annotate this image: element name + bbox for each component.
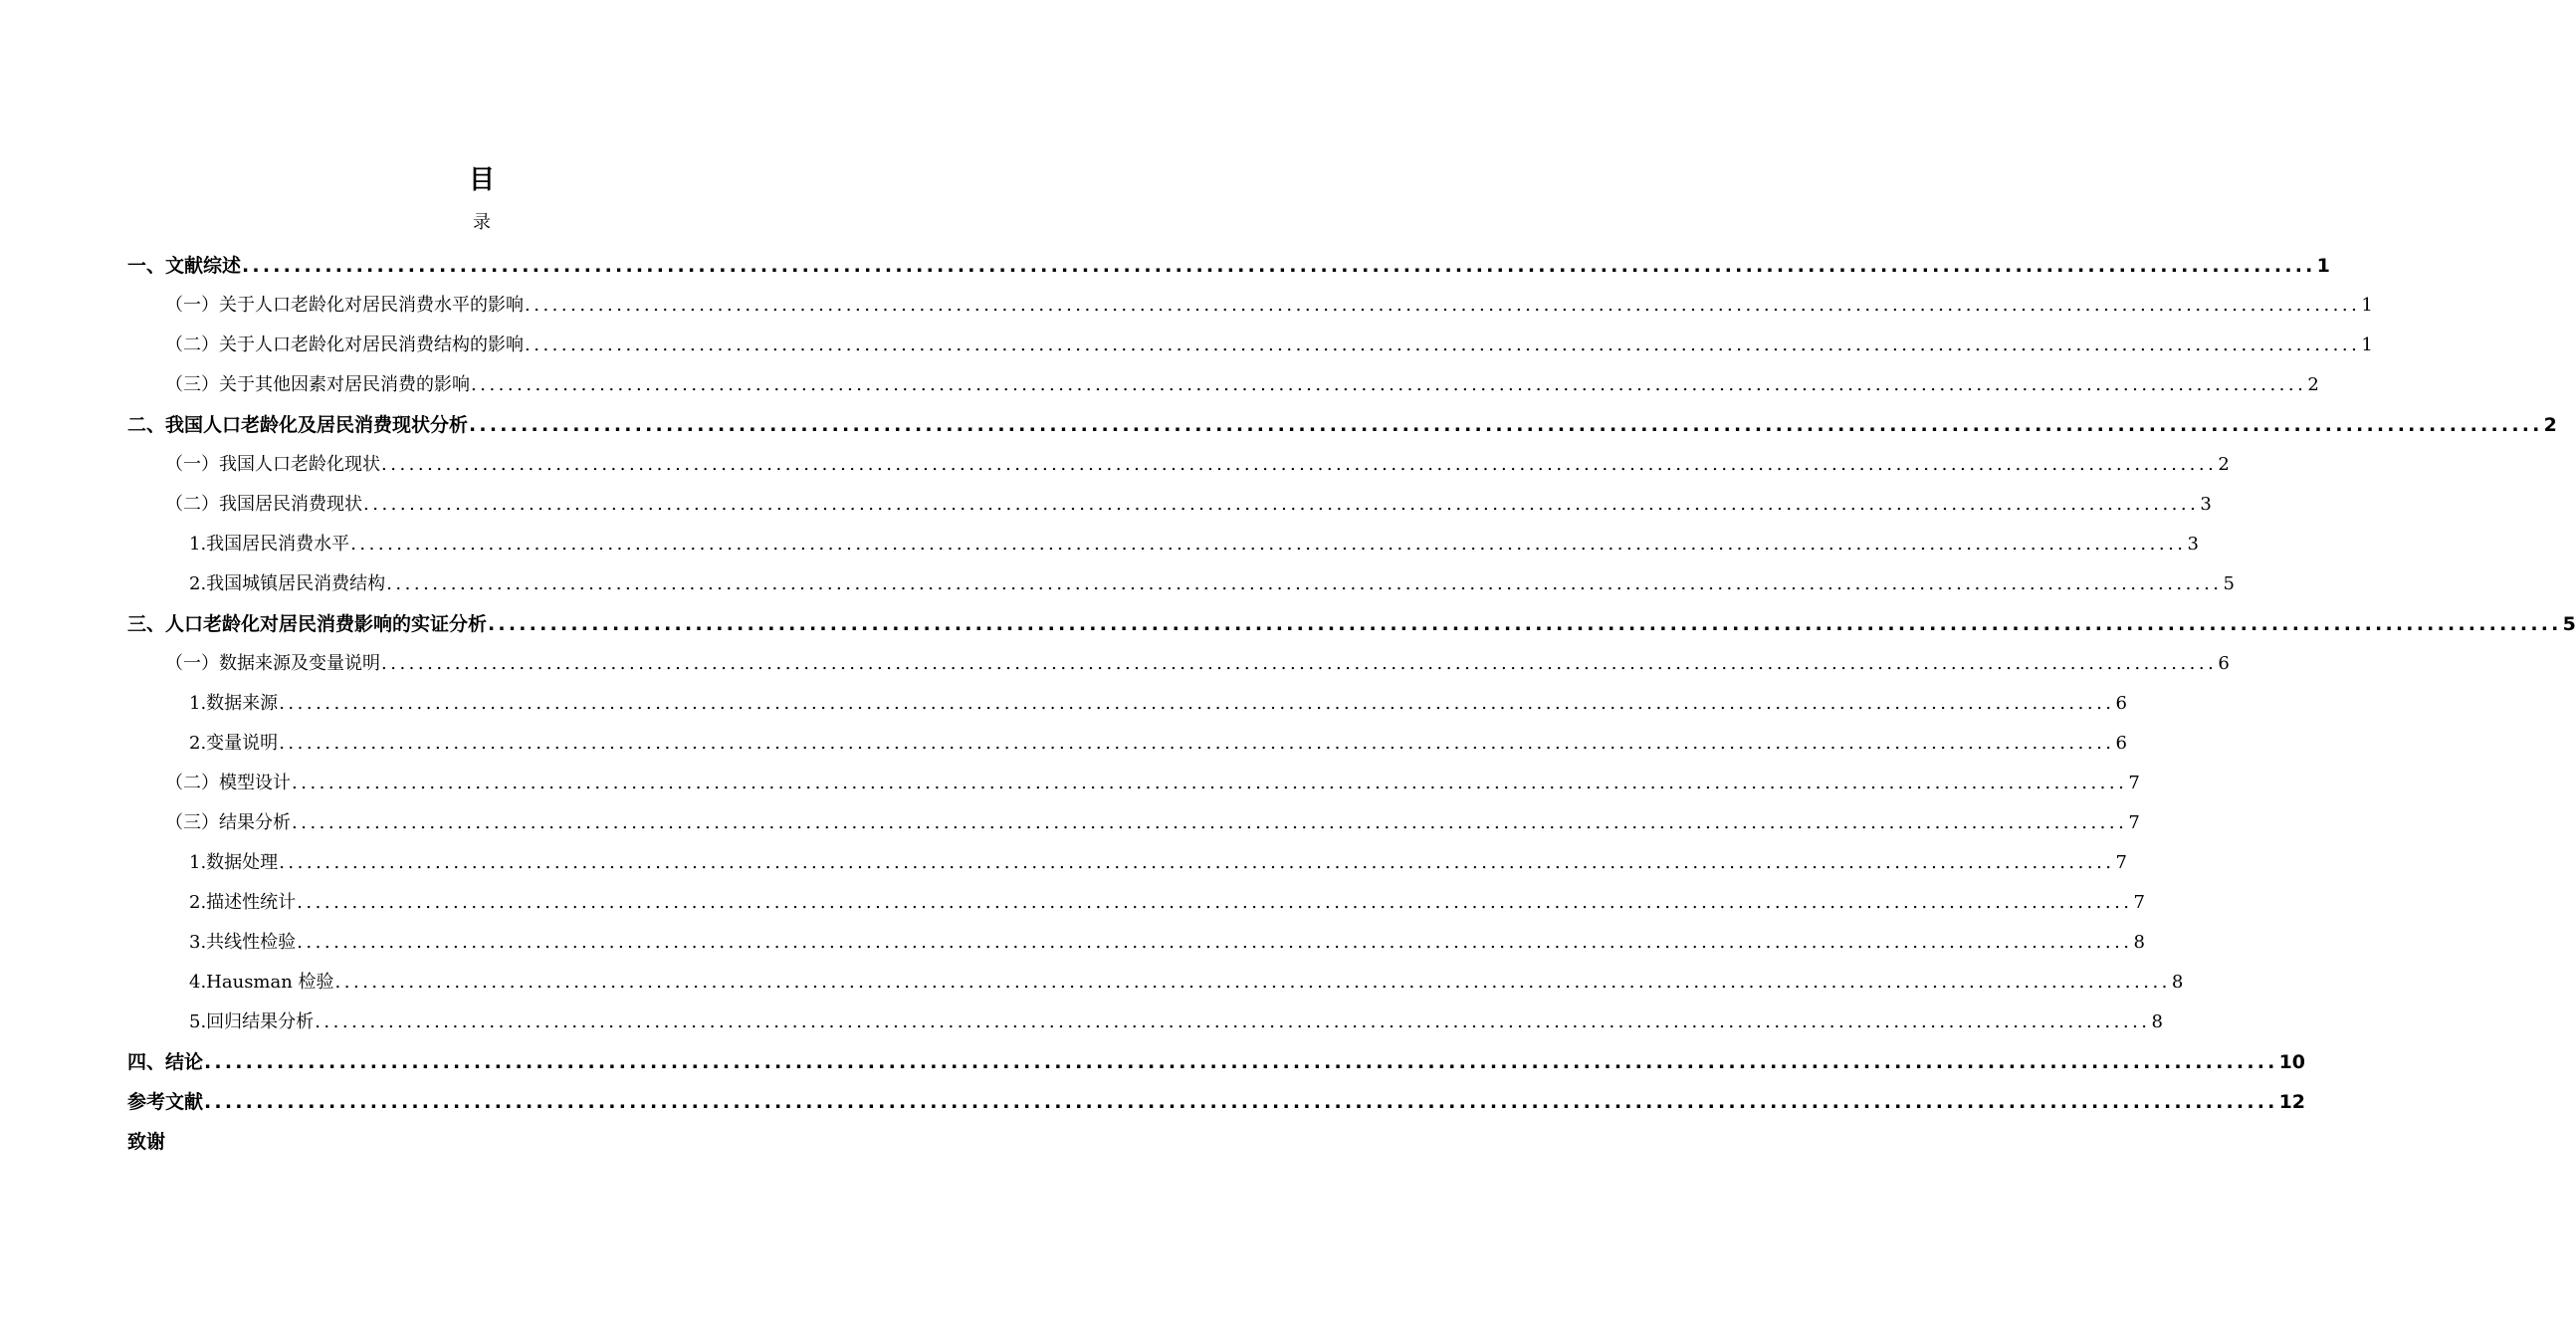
toc-entry-page-number: 8 — [2171, 972, 2184, 993]
toc-entry-title: 2.我国城镇居民消费结构 — [189, 573, 386, 594]
toc-entry-title: 1.数据处理 — [189, 852, 279, 873]
toc-entry-title: （一）关于人口老龄化对居民消费水平的影响 — [165, 295, 524, 316]
toc-entry-title: （三）结果分析 — [165, 812, 291, 833]
toc-title-line-2: 录 — [473, 212, 491, 233]
toc-entry[interactable] — [127, 769, 2140, 808]
dot-leader: ........................................................................................................................................................................................................ — [297, 892, 2133, 913]
dot-leader: ........................................................................................................................................................................................................ — [204, 1091, 2278, 1113]
toc-entry-title: 2.描述性统计 — [189, 892, 297, 913]
toc-entry[interactable] — [127, 370, 2319, 410]
toc-entry[interactable] — [127, 331, 2373, 370]
toc-entry-title: 1.数据来源 — [189, 693, 279, 714]
toc-entry-title: 1.我国居民消费水平 — [189, 534, 350, 555]
toc-entry[interactable] — [127, 649, 2230, 689]
toc-entry-title: （一）我国人口老龄化现状 — [165, 454, 380, 475]
toc-entry[interactable] — [127, 251, 2330, 291]
toc-entry[interactable] — [127, 808, 2140, 848]
toc-entry-page-number: 2 — [2543, 414, 2557, 436]
toc-entry-page-number: 1 — [2316, 255, 2330, 277]
toc-entry[interactable] — [127, 968, 2184, 1007]
toc-entry-title: 2.变量说明 — [189, 733, 279, 754]
dot-leader: ........................................................................................................................................................................................................ — [469, 414, 2543, 436]
toc-entry[interactable] — [127, 729, 2127, 769]
dot-leader: ........................................................................................................................................................................................................ — [363, 494, 2200, 515]
toc-entry-page-number: 2 — [2307, 374, 2319, 395]
dot-leader: ........................................................................................................................................................................................................ — [279, 852, 2115, 873]
toc-entry-title: 5.回归结果分析 — [189, 1011, 315, 1032]
toc-entry[interactable] — [127, 1127, 839, 1167]
dot-leader: ........................................................................................................................................................................................................ — [297, 932, 2133, 953]
toc-entry-page-number: 3 — [2187, 534, 2199, 555]
toc-entry[interactable] — [127, 689, 2127, 729]
toc-entry[interactable] — [127, 1047, 2306, 1087]
dot-leader: ........................................................................................................................................................................................................ — [334, 972, 2171, 993]
toc-entry[interactable] — [127, 1007, 2163, 1047]
toc-entry[interactable] — [127, 888, 2145, 928]
toc-entry-page-number: 1 — [2361, 295, 2373, 316]
toc-entry-page-number: 7 — [2128, 812, 2140, 833]
toc-entry-title: 参考文献 — [127, 1091, 204, 1113]
toc-entry-title: （二）关于人口老龄化对居民消费结构的影响 — [165, 334, 524, 355]
toc-entry-page-number: 6 — [2115, 733, 2127, 754]
toc-entry-page-number: 3 — [2200, 494, 2212, 515]
toc-entry[interactable] — [127, 291, 2373, 331]
toc-entry-title: 二、我国人口老龄化及居民消费现状分析 — [127, 414, 469, 436]
toc-entry-page-number: 6 — [2218, 653, 2230, 674]
toc-entry-page-number: 5 — [2562, 613, 2576, 635]
toc-entry-title: 3.共线性检验 — [189, 932, 297, 953]
toc-entry-title: （二）模型设计 — [165, 773, 291, 793]
dot-leader: ........................................................................................................................................................................................................ — [381, 454, 2218, 475]
table-of-contents — [127, 251, 2576, 1167]
toc-entry[interactable] — [127, 1087, 2306, 1127]
toc-entry[interactable] — [127, 450, 2230, 490]
dot-leader: ........................................................................................................................................................................................................ — [386, 573, 2223, 594]
toc-entry[interactable] — [127, 410, 2557, 450]
toc-entry-title: 4.Hausman 检验 — [189, 972, 334, 993]
toc-entry-page-number: 8 — [2133, 932, 2145, 953]
toc-entry-page-number: 12 — [2278, 1091, 2306, 1113]
dot-leader: ........................................................................................................................................................................................................ — [350, 534, 2187, 555]
toc-entry-page-number: 7 — [2133, 892, 2145, 913]
toc-entry-page-number: 7 — [2115, 852, 2127, 873]
toc-entry-title: 三、人口老龄化对居民消费影响的实证分析 — [127, 613, 488, 635]
toc-entry[interactable] — [127, 569, 2235, 609]
toc-entry[interactable] — [127, 530, 2199, 569]
toc-entry-title: （二）我国居民消费现状 — [165, 494, 362, 515]
toc-entry-page-number: 1 — [2361, 334, 2373, 355]
dot-leader: ........................................................................................................................................................................................................ — [279, 733, 2115, 754]
toc-entry-page-number: 8 — [2151, 1011, 2163, 1032]
toc-entry[interactable] — [127, 609, 2576, 649]
dot-leader: ........................................................................................................................................................................................................ — [279, 693, 2115, 714]
dot-leader: ........................................................................................................................................................................................................ — [204, 1051, 2278, 1073]
toc-entry-page-number: 7 — [2128, 773, 2140, 793]
toc-entry-page-number: 2 — [2218, 454, 2230, 475]
dot-leader: ........................................................................................................................................................................................................ — [525, 334, 2361, 355]
dot-leader: ........................................................................................................................................................................................................ — [315, 1011, 2151, 1032]
toc-entry[interactable] — [127, 848, 2127, 888]
toc-entry-title: （三）关于其他因素对居民消费的影响 — [165, 374, 470, 395]
dot-leader: ........................................................................................................................................................................................................ — [292, 773, 2128, 793]
toc-entry-title: 一、文献综述 — [127, 255, 242, 277]
dot-leader: ........................................................................................................................................................................................................ — [488, 613, 2562, 635]
dot-leader: ........................................................................................................................................................................................................ — [381, 653, 2218, 674]
toc-title-line-1: 目 — [468, 165, 495, 195]
toc-entry-page-number: 10 — [2278, 1051, 2306, 1073]
dot-leader: ........................................................................................................................................................................................................ — [292, 812, 2128, 833]
toc-entry[interactable] — [127, 490, 2212, 530]
dot-leader: ........................................................................................................................................................................................................ — [242, 255, 2316, 277]
toc-entry-title: 致谢 — [127, 1131, 166, 1153]
toc-entry[interactable] — [127, 928, 2145, 968]
toc-entry-page-number: 5 — [2223, 573, 2235, 594]
toc-entry-title: （一）数据来源及变量说明 — [165, 653, 380, 674]
toc-entry-page-number: 6 — [2115, 693, 2127, 714]
dot-leader: ........................................................................................................................................................................................................ — [471, 374, 2307, 395]
dot-leader: ........................................................................................................................................................................................................ — [525, 295, 2361, 316]
toc-entry-title: 四、结论 — [127, 1051, 204, 1073]
